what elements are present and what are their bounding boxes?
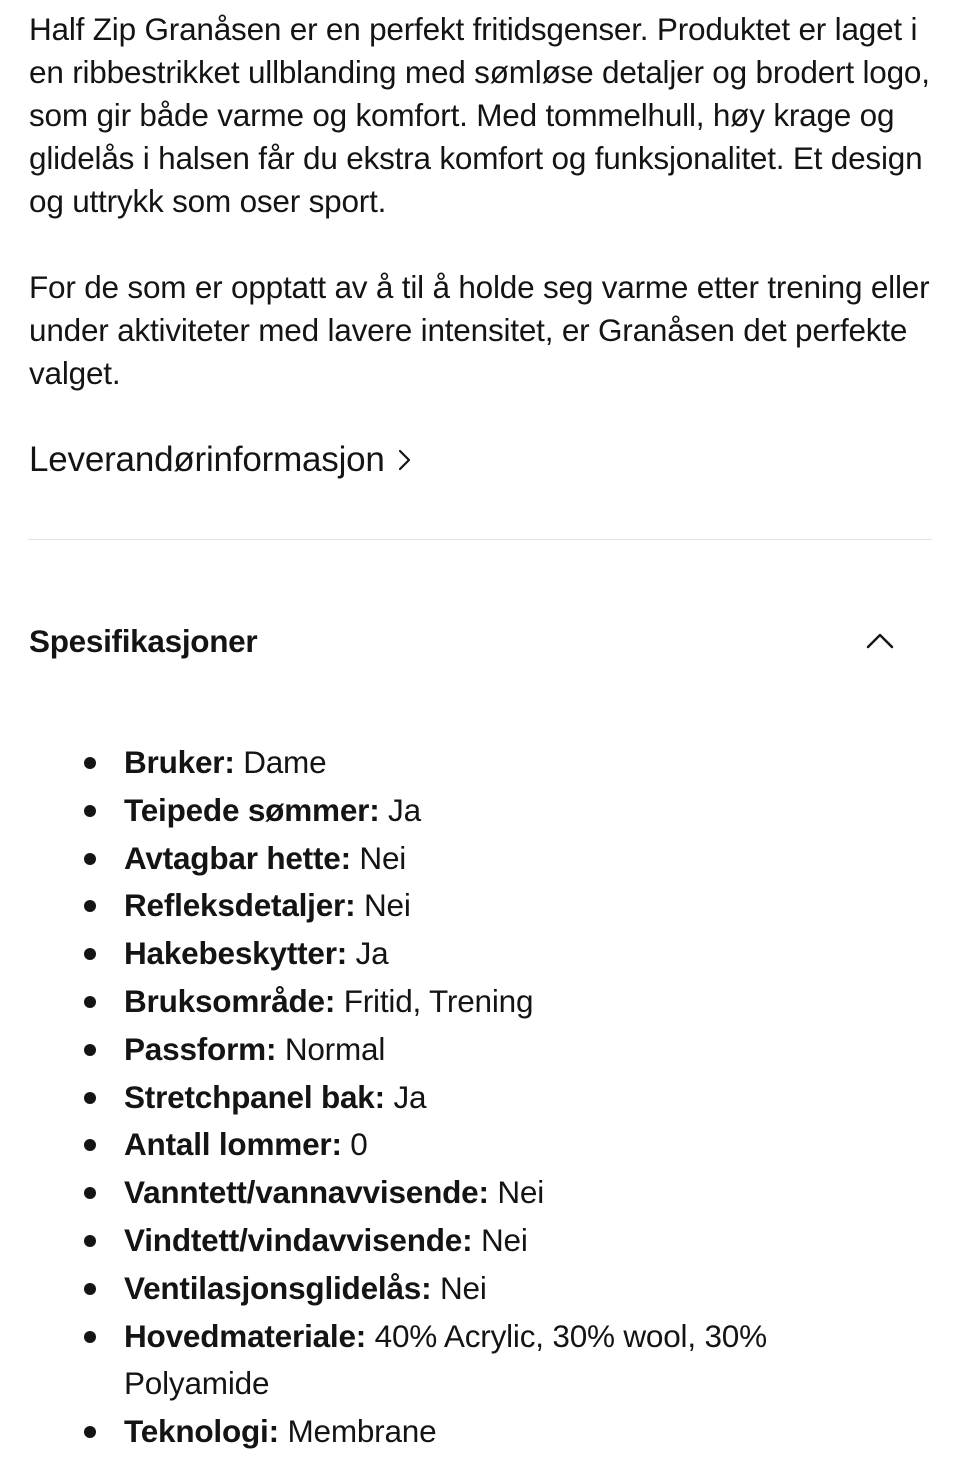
- spec-item: [0, 1217, 940, 1265]
- spec-label: Refleksdetaljer:: [124, 887, 356, 924]
- spec-label: Hakebeskytter:: [124, 935, 348, 972]
- spec-label: Antall lommer:: [124, 1126, 342, 1163]
- spec-value: Ja: [347, 935, 389, 972]
- bullet-icon: [84, 1139, 96, 1151]
- spec-value: Fritid, Trening: [335, 982, 534, 1019]
- spec-label: Hovedmateriale:: [124, 1317, 367, 1354]
- spec-value: Ja: [384, 1078, 427, 1115]
- spec-label: Ventilasjonsglidelås:: [124, 1269, 432, 1306]
- section-divider: [28, 539, 932, 540]
- chevron-up-icon[interactable]: [865, 631, 895, 651]
- specifications-list: [0, 739, 940, 1456]
- chevron-right-icon: [395, 447, 415, 473]
- bullet-icon: [84, 996, 96, 1008]
- bullet-icon: [84, 900, 96, 912]
- bullet-icon: [84, 1283, 96, 1295]
- bullet-icon: [84, 948, 96, 960]
- spec-item: [0, 1313, 940, 1409]
- spec-value: 40% Acrylic, 30% wool, 30% Polyamide: [124, 1317, 767, 1402]
- bullet-icon: [84, 1235, 96, 1247]
- spec-value: Nei: [355, 887, 411, 924]
- spec-label: Avtagbar hette:: [124, 839, 351, 876]
- spec-item: [0, 835, 940, 883]
- description-paragraph: Half Zip Granåsen er en perfekt fritidsgenser. Produktet er laget i en ribbestrikket ullblanding med sømløse detaljer og brodert logo, som gir både varme og komfort. Med tommelhull, høy krage og glidelås i halsen får du ekstra komfort og funksjonalitet. Et design og uttrykk som oser sport.: [29, 11, 930, 219]
- bullet-icon: [84, 1092, 96, 1104]
- description-paragraph: For de som er opptatt av å til å holde seg varme etter trening eller under aktiviteter med lavere intensitet, er Granåsen det perfekte valget.: [29, 269, 930, 391]
- spec-item: [0, 1074, 940, 1122]
- spec-value: Nei: [350, 839, 407, 876]
- spec-label: Teknologi:: [124, 1413, 279, 1450]
- bullet-icon: [84, 1331, 96, 1343]
- spec-value: Nei: [472, 1221, 528, 1258]
- bullet-icon: [84, 1426, 96, 1438]
- spec-value: Normal: [276, 1030, 386, 1067]
- bullet-icon: [84, 853, 96, 865]
- bullet-icon: [84, 805, 96, 817]
- spec-label: Teipede sømmer:: [124, 791, 380, 828]
- specifications-accordion-header[interactable]: [29, 615, 909, 667]
- spec-label: Bruksområde:: [124, 982, 336, 1019]
- spec-value: Dame: [234, 744, 327, 780]
- supplier-info-label: Leverandørinformasjon: [29, 440, 385, 479]
- spec-label: Passform:: [124, 1030, 277, 1067]
- spec-label: Bruker:: [124, 744, 235, 780]
- bullet-icon: [84, 1187, 96, 1199]
- bullet-icon: [84, 1044, 96, 1056]
- spec-label: Vindtett/vindavvisende:: [124, 1221, 473, 1258]
- spec-item: [0, 978, 940, 1026]
- spec-value: 0: [341, 1126, 368, 1163]
- spec-item: [0, 739, 940, 787]
- spec-value: Membrane: [278, 1413, 437, 1450]
- spec-item: [0, 882, 940, 930]
- spec-item: [0, 930, 940, 978]
- spec-item: [0, 1408, 940, 1456]
- spec-item: [0, 1026, 940, 1074]
- spec-value: Nei: [488, 1174, 544, 1211]
- spec-item: [0, 787, 940, 835]
- supplier-info-link[interactable]: [29, 436, 415, 484]
- spec-item: [0, 1169, 940, 1217]
- specifications-title: Spesifikasjoner: [29, 622, 258, 659]
- spec-value: Nei: [431, 1269, 487, 1306]
- product-description: [29, 8, 939, 395]
- spec-item: [0, 1265, 940, 1313]
- spec-item: [0, 1121, 940, 1169]
- spec-label: Stretchpanel bak:: [124, 1078, 385, 1115]
- spec-value: Ja: [379, 791, 421, 828]
- spec-label: Vanntett/vannavvisende:: [124, 1174, 489, 1211]
- bullet-icon: [84, 757, 96, 769]
